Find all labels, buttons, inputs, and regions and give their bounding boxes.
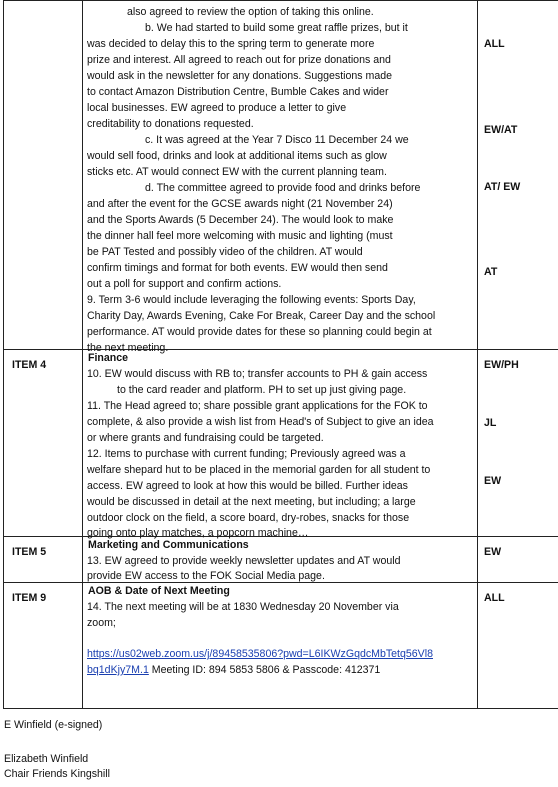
item-cell (4, 583, 83, 709)
body-line: be PAT Tested and possibly video of the children. AT would (87, 246, 363, 258)
owner-tag: EW/PH (484, 359, 519, 371)
body-line: welfare shepard hut to be placed in the memorial garden for all student to (87, 464, 431, 476)
body-line: local businesses. EW agreed to produce a letter to give (87, 102, 347, 114)
body-line: prize and interest. All agreed to reach out for prize donations and (87, 54, 391, 66)
owner-tag: AT (484, 266, 498, 278)
body-line: out a poll for support and confirm actions. (87, 278, 282, 290)
body-line: the dinner hall feel more welcoming with music and lighting (must (87, 230, 393, 242)
table-row (4, 350, 558, 537)
body-line: 13. EW agreed to provide weekly newsletter updates and AT would (87, 555, 401, 567)
body-line: sticks etc. AT would connect EW with the current planning team. (87, 166, 387, 178)
zoom-link-line-2 (87, 663, 380, 679)
body-cell (83, 350, 478, 537)
signatory-role: Chair Friends Kingshill (4, 768, 110, 780)
item-cell (4, 1, 83, 350)
body-line: 11. The Head agreed to; share possible grant applications for the FOK to (87, 400, 428, 412)
zoom-link-continuation[interactable]: bq1dKjy7M.1 (87, 664, 149, 676)
body-line: to the card reader and platform. PH to set up just giving page. (117, 384, 407, 396)
body-cell (83, 583, 478, 709)
body-cell (83, 1, 478, 354)
body-line: d. The committee agreed to provide food and drinks before (145, 182, 421, 194)
body-line: to contact Amazon Distribution Centre, Bumble Cakes and wider (87, 86, 389, 98)
e-signature: E Winfield (e-signed) (4, 719, 103, 731)
body-line: outdoor clock on the field, a score board, dry-robes, snacks for those (87, 512, 410, 524)
body-line: b. We had started to build some great raffle prizes, but it (145, 22, 408, 34)
owner-tag: ALL (484, 592, 505, 604)
body-line: and after the event for the GCSE awards night (21 November 24) (87, 198, 393, 210)
body-line: would ask in the newsletter for any donations. Suggestions made (87, 70, 393, 82)
body-line: 12. Items to purchase with current funding; Previously agreed was a (87, 448, 406, 460)
item-cell (4, 350, 83, 537)
body-line: access. EW agreed to look at how this would be billed. Further ideas (87, 480, 408, 492)
body-line: 9. Term 3-6 would include leveraging the following events: Sports Day, (87, 294, 416, 306)
owner-tag: EW (484, 475, 502, 487)
section-title: Finance (88, 352, 129, 364)
owner-cell (478, 583, 558, 709)
body-line: the next meeting. (87, 342, 169, 354)
signatory-name: Elizabeth Winfield (4, 753, 89, 765)
body-line: would be discussed in detail at the next meeting, but including; a large (87, 496, 416, 508)
body-line: zoom; (87, 617, 116, 629)
body-line: creditability to donations requested. (87, 118, 254, 130)
body-line: or where grants and fundraising could be targeted. (87, 432, 324, 444)
item-cell (4, 537, 83, 583)
item-label: ITEM 5 (12, 546, 47, 558)
body-line: confirm timings and format for both events. EW would then send (87, 262, 388, 274)
owner-cell (478, 537, 558, 583)
meeting-id-passcode: Meeting ID: 894 5853 5806 & Passcode: 412371 (148, 664, 381, 676)
owner-cell (478, 1, 558, 350)
table-row (4, 537, 558, 583)
body-line: Charity Day, Awards Evening, Cake For Break, Career Day and the school (87, 310, 436, 322)
minutes-table (3, 0, 558, 709)
table-row (4, 583, 558, 709)
body-line: complete, & also provide a wish list from Head's of Subject to give an idea (87, 416, 434, 428)
body-line: going onto play matches, a popcorn machine… (87, 527, 309, 539)
body-line: was decided to delay this to the spring term to generate more (87, 38, 375, 50)
zoom-link[interactable]: https://us02web.zoom.us/j/89458535806?pwd=L6IKWzGqdcMbTetq56Vl8 (87, 648, 433, 660)
body-line: and the Sports Awards (5 December 24). The would look to make (87, 214, 394, 226)
body-line: c. It was agreed at the Year 7 Disco 11 December 24 we (145, 134, 409, 146)
owner-tag: JL (484, 417, 497, 429)
item-label: ITEM 4 (12, 359, 47, 371)
body-cell (83, 537, 478, 583)
section-title: Marketing and Communications (88, 539, 249, 551)
body-line: would sell food, drinks and look at additional items such as glow (87, 150, 387, 162)
item-label: ITEM 9 (12, 592, 47, 604)
owner-tag: EW (484, 546, 502, 558)
body-line: 14. The next meeting will be at 1830 Wednesday 20 November via (87, 601, 399, 613)
section-title: AOB & Date of Next Meeting (88, 585, 230, 597)
owner-cell (478, 350, 558, 537)
owner-tag: AT/ EW (484, 181, 521, 193)
body-line: also agreed to review the option of taking this online. (127, 6, 374, 18)
body-line: performance. AT would provide dates for these so planning could begin at (87, 326, 432, 338)
owner-tag: ALL (484, 38, 505, 50)
table-row (4, 1, 558, 350)
body-line: provide EW access to the FOK Social Media page. (87, 570, 325, 582)
body-line: 10. EW would discuss with RB to; transfer accounts to PH & gain access (87, 368, 428, 380)
owner-tag: EW/AT (484, 124, 518, 136)
